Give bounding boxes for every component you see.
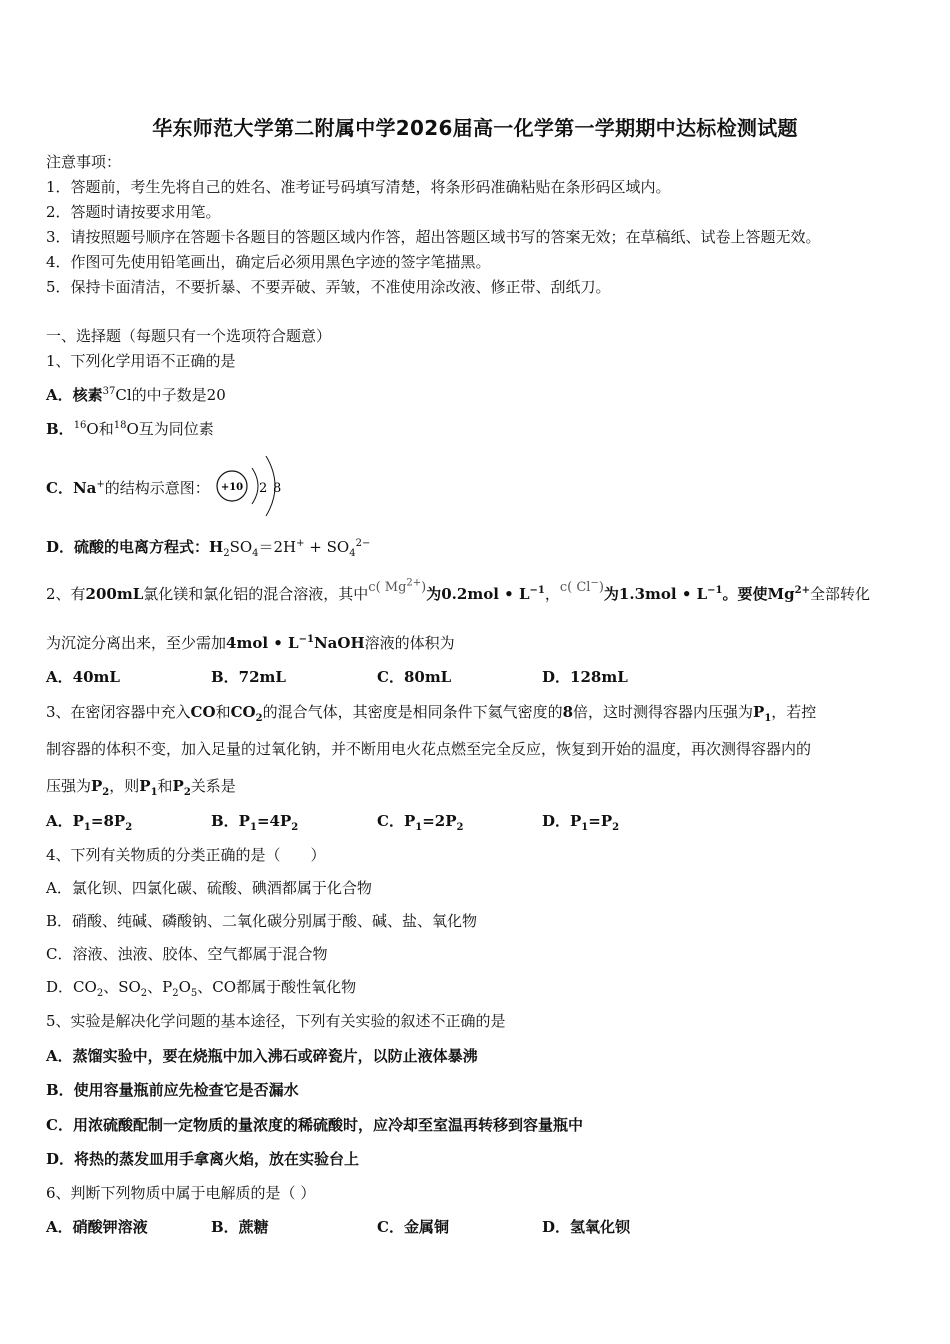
q1-option-a: A．核素$^{37}$Cl的中子数是20	[46, 386, 226, 404]
q6-stem: 6、判断下列物质中属于电解质的是（ ）	[46, 1184, 316, 1202]
shell-electron-count: 2	[259, 481, 268, 496]
q3-stem-line1: 3、在密闭容器中充入CO和$CO_2$的混合气体，其密度是相同条件下氦气密度的8倍，这时测得容器内压强为$P_1$，若控	[46, 703, 817, 724]
notice-item: 2．答题时请按要求用笔。	[46, 203, 221, 221]
q4-stem: 4、下列有关物质的分类正确的是（ ）	[46, 846, 326, 864]
notice-item: 5．保持卡面清洁，不要折暴、不要弄破、弄皱，不准使用涂改液、修正带、刮纸刀。	[46, 278, 611, 296]
notice-heading: 注意事项：	[46, 153, 122, 171]
q2-option-d: D．128mL	[542, 668, 628, 686]
q3-stem-line3: 压强为$P_2$，则$P_1$和$P_2$关系是	[46, 777, 236, 798]
q2-option-b: B．72mL	[211, 668, 286, 686]
q2-stem-line2: 为沉淀分离出来，至少需加4mol • $L^{-1}NaOH$溶液的体积为	[46, 634, 455, 652]
q4-option-d: D．$CO_2$、$SO_2$、$P_2O_5$、CO都属于酸性氧化物	[46, 978, 357, 999]
q1-option-d: D．硫酸的电离方程式：$H_2SO_4=2H^+ + SO_4^{2-}$	[46, 538, 371, 559]
q1-option-c: C．Na+的结构示意图：	[46, 479, 210, 497]
c-cl-expression: c( Cl−)	[559, 577, 604, 595]
q5-option-d: D．将热的蒸发皿用手拿离火焰，放在实验台上	[46, 1150, 360, 1168]
q4-option-b: B．硝酸、纯碱、磷酸钠、二氧化碳分别属于酸、碱、盐、氧化物	[46, 912, 478, 930]
c-mg-expression: c( $Mg^{2+}$)	[368, 577, 427, 595]
q5-option-a: A．蒸馏实验中，要在烧瓶中加入沸石或碎瓷片，以防止液体暴沸	[46, 1047, 478, 1065]
notice-item: 3．请按照题号顺序在答题卡各题目的答题区域内作答，超出答题区域书写的答案无效；在草稿纸、试卷上答题无效。	[46, 228, 821, 246]
nucleus-charge: +10	[220, 482, 244, 493]
q1-option-b: B．$^{16}$O和$^{18}$O互为同位素	[46, 420, 214, 438]
page-title: 华东师范大学第二附属中学2026届高一化学第一学期期中达标检测试题	[152, 116, 798, 140]
q2-option-a: A．40mL	[46, 668, 120, 686]
q4-option-c: C．溶液、浊液、胶体、空气都属于混合物	[46, 945, 328, 963]
q2-stem-line1: 2、有200mL氯化镁和氯化铝的混合溶液，其中c( $Mg^{2+}$)为0.2mol • $L^{-1}$，c( Cl−)为1.3mol • $L^{-1}$。要使$Mg^{2+}$全部转化	[46, 577, 870, 603]
q5-option-c: C．用浓硫酸配制一定物质的量浓度的稀硫酸时，应冷却至室温再转移到容量瓶中	[46, 1116, 583, 1134]
q3-option-a: A．$P_1=8P_2$	[46, 812, 133, 833]
q3-option-b: B．$P_1=4P_2$	[211, 812, 299, 833]
q5-option-b: B．使用容量瓶前应先检查它是否漏水	[46, 1081, 299, 1099]
q4-option-a: A．氯化钡、四氯化碳、硫酸、碘酒都属于化合物	[46, 879, 372, 897]
notice-item: 4．作图可先使用铅笔画出，确定后必须用黑色字迹的签字笔描黑。	[46, 253, 491, 271]
q5-stem: 5、实验是解决化学问题的基本途径，下列有关实验的叙述不正确的是	[46, 1012, 506, 1030]
q2-option-c: C．80mL	[377, 668, 452, 686]
section-heading: 一、选择题（每题只有一个选项符合题意）	[46, 327, 332, 345]
notice-item: 1．答题前，考生先将自己的姓名、准考证号码填写清楚，将条形码准确粘贴在条形码区域内。	[46, 178, 671, 196]
q3-stem-line2: 制容器的体积不变，加入足量的过氧化钠，并不断用电火花点燃至完全反应，恢复到开始的温度，再次测得容器内的	[46, 740, 812, 758]
q6-option-a: A．硝酸钾溶液	[46, 1218, 148, 1236]
q6-option-c: C．金属铜	[377, 1218, 449, 1236]
shell-electron-count: 8	[273, 481, 282, 496]
sodium-ion-structure-diagram	[212, 452, 292, 518]
q6-option-d: D．氢氧化钡	[542, 1218, 631, 1236]
electron-shell-arc	[252, 468, 258, 504]
q1-stem: 1、下列化学用语不正确的是	[46, 352, 236, 370]
q3-option-d: D．$P_1=P_2$	[542, 812, 620, 833]
q6-option-b: B．蔗糖	[211, 1218, 269, 1236]
q3-option-c: C．$P_1=2P_2$	[377, 812, 464, 833]
